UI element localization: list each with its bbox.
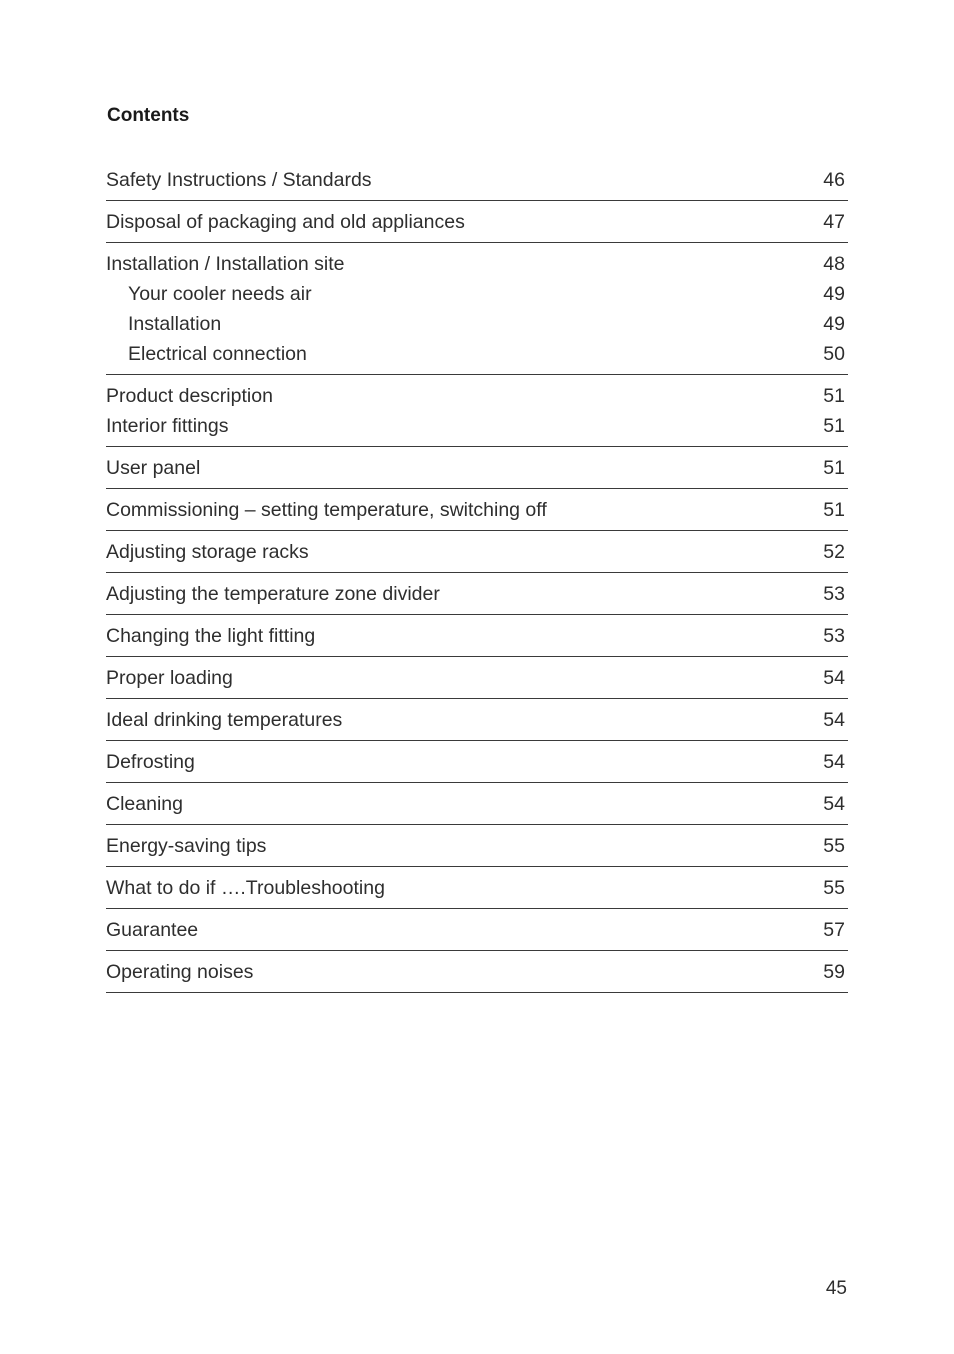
- toc-entry-label: Adjusting the temperature zone divider: [106, 582, 440, 605]
- toc-entry-page: 53: [823, 582, 845, 605]
- toc-group: [106, 867, 848, 909]
- toc-entry-page: 47: [823, 210, 845, 233]
- toc-entry-label: User panel: [106, 456, 201, 479]
- toc-entry-page: 57: [823, 918, 845, 941]
- toc-entry-label: Disposal of packaging and old appliances: [106, 210, 465, 233]
- toc-group: [106, 243, 848, 375]
- toc-group: [106, 375, 848, 447]
- toc-entry: [106, 537, 848, 567]
- toc-group: [106, 159, 848, 201]
- toc-entry: [106, 207, 848, 237]
- page-number: 45: [825, 1278, 847, 1299]
- toc-entry-label: Ideal drinking temperatures: [106, 708, 343, 731]
- toc-subentry: [106, 339, 848, 369]
- toc-group: [106, 783, 848, 825]
- table-of-contents: [106, 159, 848, 993]
- toc-entry-label: Proper loading: [106, 666, 233, 689]
- toc-entry-page: 55: [823, 876, 845, 899]
- toc-group: [106, 657, 848, 699]
- toc-group: [106, 531, 848, 573]
- toc-group: [106, 615, 848, 657]
- toc-group: [106, 201, 848, 243]
- toc-entry-page: 54: [823, 708, 845, 731]
- toc-entry: [106, 915, 848, 945]
- toc-entry-label: Adjusting storage racks: [106, 540, 309, 563]
- toc-entry-label: Energy-saving tips: [106, 834, 267, 857]
- toc-entry-label: Changing the light fitting: [106, 624, 316, 647]
- toc-entry: [106, 495, 848, 525]
- toc-entry-page: 53: [823, 624, 845, 647]
- toc-entry: [106, 621, 848, 651]
- toc-entry-label: Installation: [128, 312, 222, 335]
- toc-group: [106, 489, 848, 531]
- toc-entry: [106, 957, 848, 987]
- toc-entry-page: 49: [823, 282, 845, 305]
- toc-entry-page: 51: [823, 498, 845, 521]
- toc-entry-page: 51: [823, 456, 845, 479]
- toc-entry: [106, 873, 848, 903]
- toc-entry-label: Product description: [106, 384, 273, 407]
- toc-entry: [106, 747, 848, 777]
- toc-entry-label: Operating noises: [106, 960, 254, 983]
- toc-entry: [106, 381, 848, 411]
- toc-entry-label: Guarantee: [106, 918, 199, 941]
- toc-entry: [106, 831, 848, 861]
- toc-entry-page: 55: [823, 834, 845, 857]
- toc-group: [106, 909, 848, 951]
- toc-entry-label: Safety Instructions / Standards: [106, 168, 372, 191]
- toc-entry: [106, 249, 848, 279]
- toc-entry-page: 54: [823, 666, 845, 689]
- toc-entry: [106, 663, 848, 693]
- toc-entry-label: Your cooler needs air: [128, 282, 312, 305]
- toc-group: [106, 951, 848, 993]
- toc-entry-label: Commissioning – setting temperature, switching off: [106, 498, 547, 521]
- toc-entry-page: 48: [823, 252, 845, 275]
- toc-entry: [106, 789, 848, 819]
- toc-entry-page: 54: [823, 792, 845, 815]
- toc-group: [106, 447, 848, 489]
- toc-entry-page: 46: [823, 168, 845, 191]
- toc-entry-label: Installation / Installation site: [106, 252, 345, 275]
- toc-entry-page: 59: [823, 960, 845, 983]
- toc-group: [106, 699, 848, 741]
- toc-group: [106, 825, 848, 867]
- toc-entry-label: Defrosting: [106, 750, 195, 773]
- page-title: Contents: [107, 105, 190, 126]
- toc-entry-page: 49: [823, 312, 845, 335]
- toc-entry-label: Electrical connection: [128, 342, 307, 365]
- toc-entry-page: 52: [823, 540, 845, 563]
- toc-subentry: [106, 279, 848, 309]
- toc-entry: [106, 411, 848, 441]
- toc-entry-label: What to do if ….Troubleshooting: [106, 876, 385, 899]
- toc-entry-label: Cleaning: [106, 792, 183, 815]
- toc-subentry: [106, 309, 848, 339]
- toc-entry-page: 54: [823, 750, 845, 773]
- toc-entry-label: Interior fittings: [106, 414, 229, 437]
- toc-entry: [106, 705, 848, 735]
- toc-entry: [106, 453, 848, 483]
- toc-entry: [106, 579, 848, 609]
- toc-group: [106, 741, 848, 783]
- toc-entry-page: 51: [823, 384, 845, 407]
- toc-entry-page: 51: [823, 414, 845, 437]
- toc-entry: [106, 165, 848, 195]
- toc-entry-page: 50: [823, 342, 845, 365]
- toc-group: [106, 573, 848, 615]
